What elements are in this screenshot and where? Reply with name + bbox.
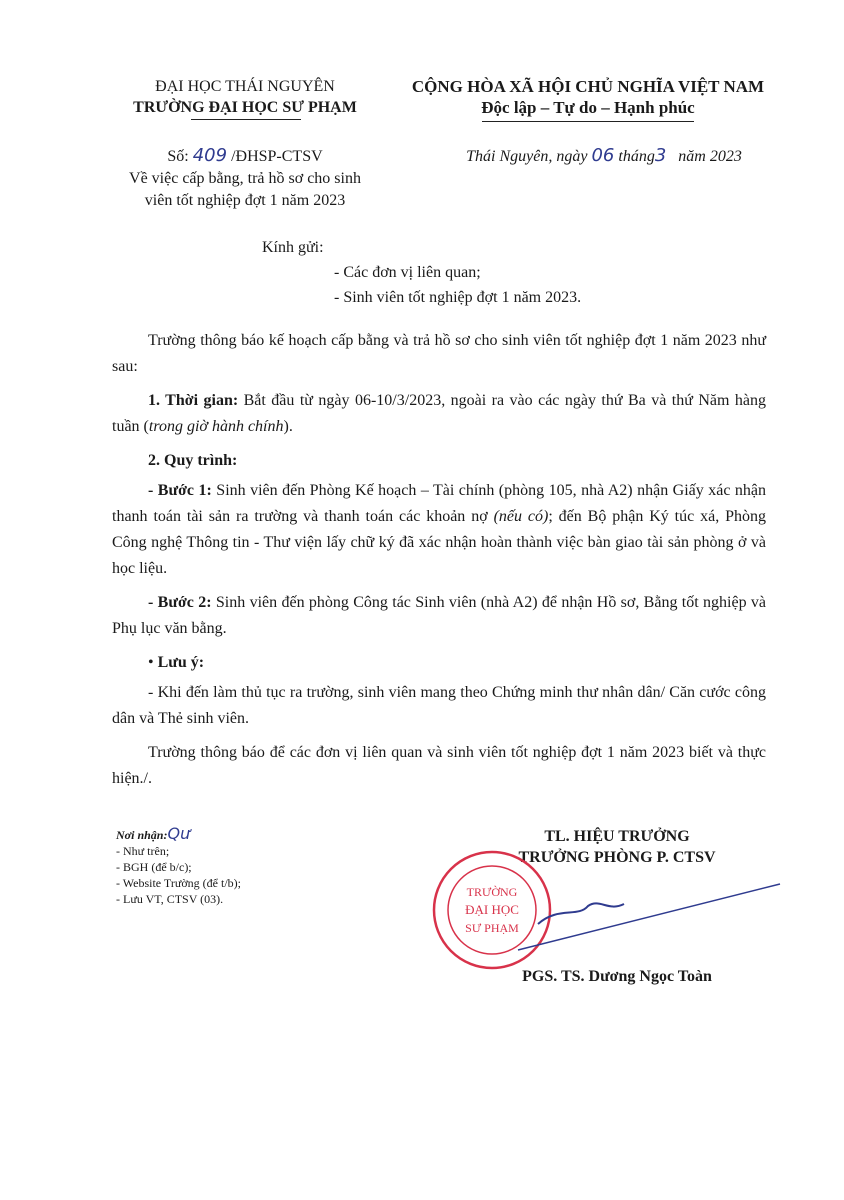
noi-nhan-item: - Lưu VT, CTSV (03). <box>116 892 224 906</box>
recipient-item: - Sinh viên tốt nghiệp đợt 1 năm 2023. <box>334 289 582 306</box>
step1-text: Sinh viên đến Phòng Kế hoạch – Tài chính (phòng 105, nhà A2) nhận Giấy xác nhận thanh toán tài sản ra trường và thanh toán các khoản nợ <box>112 482 767 525</box>
signer-name: PGS. TS. Dương Ngọc Toàn <box>522 968 712 985</box>
handwritten-day: 06 <box>591 145 615 166</box>
motto-underline <box>482 121 694 122</box>
recipient-item: - Các đơn vị liên quan; <box>334 264 481 281</box>
signature-line-2: TRƯỞNG PHÒNG P. CTSV <box>518 849 716 866</box>
intro-paragraph: Trường thông báo kế hoạch cấp bằng và trả hồ sơ cho sinh viên tốt nghiệp đợt 1 năm 2023 như sau: <box>112 332 766 375</box>
noi-nhan-item: - Website Trường (để t/b); <box>116 876 241 890</box>
procedure-heading: 2. Quy trình: <box>148 452 238 469</box>
stamp-text-1: TRƯỜNG <box>466 885 518 899</box>
note-label: Lưu ý: <box>157 654 205 671</box>
step1-paragraph <box>112 478 766 582</box>
recipient-list <box>334 260 581 310</box>
noi-nhan-item: - BGH (để b/c); <box>116 860 192 874</box>
date-prefix: Thái Nguyên, ngày <box>466 148 588 165</box>
step2-label: - Bước 2: <box>148 594 212 611</box>
document-number <box>100 145 390 168</box>
note-paragraph: - Khi đến làm thủ tục ra trường, sinh viên mang theo Chứng minh thư nhân dân/ Căn cước công dân và Thẻ sinh viên. <box>112 684 766 727</box>
university-name: ĐẠI HỌC THÁI NGUYÊN <box>155 78 335 95</box>
initials-handwriting: Qư <box>167 824 191 843</box>
time-heading: 1. Thời gian: <box>148 392 239 409</box>
subject-line-1: Về việc cấp bằng, trả hồ sơ cho sinh <box>129 170 361 187</box>
step2-text: Sinh viên đến phòng Công tác Sinh viên (nhà A2) để nhận Hồ sơ, Bằng tốt nghiệp và Phụ lục văn bằng. <box>112 594 766 637</box>
document-number-block <box>100 145 390 212</box>
month-label: tháng <box>618 148 655 165</box>
time-text: Bắt đầu từ ngày 06-10/3/2023, ngoài ra vào các ngày thứ Ba và thứ Năm hàng tuần ( <box>112 392 766 435</box>
time-italic: trong giờ hành chính <box>148 418 284 435</box>
document-body <box>112 328 766 800</box>
note-heading <box>112 650 766 676</box>
handwritten-month: 3 <box>654 145 667 166</box>
signature-line-1: TL. HIỆU TRƯỞNG <box>544 828 690 845</box>
issuer-block <box>100 76 390 118</box>
kinh-gui-label: Kính gửi: <box>262 239 324 256</box>
country-name: CỘNG HÒA XÃ HỘI CHỦ NGHĨA VIỆT NAM <box>411 77 765 96</box>
number-suffix: /ĐHSP-CTSV <box>231 148 323 165</box>
school-name: TRƯỜNG ĐẠI HỌC SƯ PHẠM <box>133 99 357 116</box>
step1-italic: (nếu có) <box>493 508 549 525</box>
noi-nhan-label: Nơi nhận: <box>116 828 168 842</box>
time-paragraph <box>112 388 766 440</box>
motto: Độc lập – Tự do – Hạnh phúc <box>481 98 695 117</box>
handwritten-number: 409 <box>192 145 228 166</box>
noi-nhan-block <box>116 826 356 907</box>
closing-paragraph: Trường thông báo để các đơn vị liên quan và sinh viên tốt nghiệp đợt 1 năm 2023 biết và thực hiện./. <box>112 744 766 787</box>
school-stamp <box>428 846 788 976</box>
stamp-text-3: SƯ PHẠM <box>465 921 519 935</box>
national-motto-block <box>398 76 778 118</box>
bullet-icon: • <box>148 654 158 671</box>
stamp-text-2: ĐẠI HỌC <box>465 902 519 917</box>
step1-label: - Bước 1: <box>148 482 212 499</box>
issuer-underline <box>191 119 301 120</box>
subject-line-2: viên tốt nghiệp đợt 1 năm 2023 <box>144 192 346 209</box>
document-date <box>424 145 784 168</box>
date-year: năm 2023 <box>678 148 742 165</box>
noi-nhan-title <box>116 826 356 843</box>
signature-stroke <box>518 884 780 950</box>
time-text-end: ). <box>283 418 293 435</box>
number-label: Số: <box>167 148 189 165</box>
step1-text-end: ; đến Bộ phận Ký túc xá, Phòng Công nghệ Thông tin - Thư viện lấy chữ ký đã xác nhận hoàn thành việc bàn giao tài sản phòng ở và học liệu. <box>112 508 767 577</box>
step2-paragraph <box>112 590 766 642</box>
noi-nhan-item: - Như trên; <box>116 844 170 858</box>
